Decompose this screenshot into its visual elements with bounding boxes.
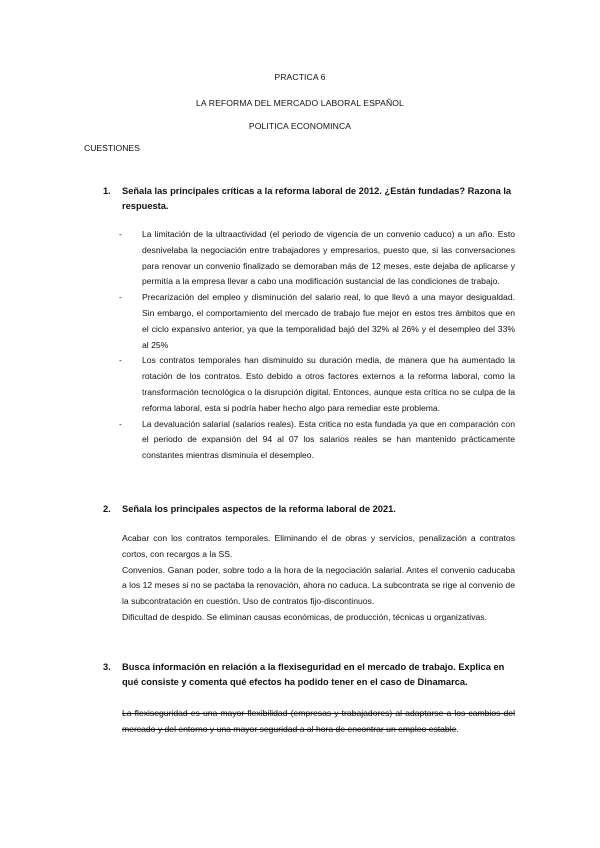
question-2-answers <box>122 531 515 626</box>
bullet-dash: - <box>119 418 122 429</box>
question-number: 3. <box>103 662 111 672</box>
question-number: 1. <box>103 186 111 196</box>
answer-paragraph: Acabar con los contratos temporales. Eliminando el de obras y servicios, penalización a contratos cortos, con recargos a la SS. <box>122 533 515 559</box>
question-text: Señala las principales críticas a la reforma laboral de 2012. ¿Están fundadas? Razona la respuesta. <box>122 186 512 211</box>
practice-number: PRACTICA 6 <box>274 72 326 82</box>
list-item <box>119 290 515 353</box>
list-item <box>119 227 515 290</box>
question-1 <box>103 184 515 214</box>
list-item <box>119 353 515 416</box>
answer-paragraph: Convenios. Ganan poder, sobre todo a la hora de la negociación salarial. Antes el convenio caducaba a los 12 meses si no se pactaba la renovación, ahora no caduca. La subcontrata se rige al convenio de la subcontratación en cuestión. Uso de contratos fijo-discontinuos. <box>122 564 515 607</box>
bullet-dash: - <box>119 355 122 366</box>
document-title: LA REFORMA DEL MERCADO LABORAL ESPAÑOL <box>196 98 404 108</box>
question-3 <box>103 660 515 690</box>
list-item-text: Precarización del empleo y disminución del salario real, lo que llevó a una mayor desigualdad. Sin embargo, el comportamiento del mercado de trabajo fue mejor en estos tres ámbitos que en el ciclo expansivo anterior, ya que la temporalidad bajó del 32% al 26% y el desempleo del 33% al 25% <box>142 292 515 350</box>
question-3-answer <box>122 706 515 738</box>
question-number: 2. <box>103 504 111 514</box>
struck-answer-text: La flexiseguridad es una mayor flexibilidad (empresas y trabajadores) al adaptarse a los cambios del mercado y del entorno y una mayor seguridad a al hora de encontrar un empleo estable <box>122 708 515 734</box>
list-item <box>119 417 515 464</box>
bullet-dash: - <box>119 292 122 303</box>
question-1-answers <box>119 227 515 464</box>
subject-title: POLITICA ECONOMINCA <box>248 121 352 131</box>
bullet-dash: - <box>119 229 122 239</box>
answer-period: . <box>456 723 459 734</box>
section-label: CUESTIONES <box>84 143 140 153</box>
question-2 <box>103 502 515 517</box>
question-text: Señala los principales aspectos de la reforma laboral de 2021. <box>122 504 396 514</box>
answer-paragraph: Dificultad de despido. Se eliminan causas económicas, de producción, técnicas u organizativas. <box>122 611 487 622</box>
list-item-text: La devaluación salarial (salarios reales). Esta critica no esta fundada ya que en comparación con el periodo de expansión del 94 al 07 los salarios reales se han mantenido prácticamente constantes mientras disminuía el desempleo. <box>142 418 515 461</box>
list-item-text: Los contratos temporales han disminuido su duración media, de manera que ha aumentado la rotación de los contratos. Esto debido a otros factores externos a la reforma laboral, como la transformación tecnológica o la disrupción digital. Entonces, aunque esta crítica no se culpa de la reforma laboral, esta si podría haber hecho algo para remediar este problema. <box>142 355 515 413</box>
list-item-text: La limitación de la ultraactividad (el periodo de vigencia de un convenio caduco) a un año. Esto desnivelaba la negociación entre trabajadores y empresarios, puesto que, si las conversaciones para renovar un convenio finalizado se demoraban más de 12 meses, este dejaba de aplicarse y permitía a la empresa llevar a cabo una modificación sustancial de las condiciones de trabajo. <box>142 229 515 287</box>
question-text: Busca información en relación a la flexiseguridad en el mercado de trabajo. Explica en qué consiste y comenta qué efectos ha podido tener en el caso de Dinamarca. <box>122 662 505 687</box>
